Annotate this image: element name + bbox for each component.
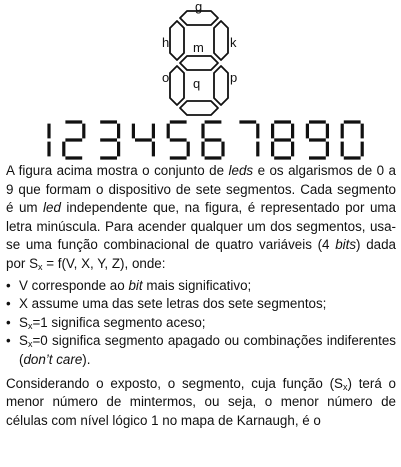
conclusion-paragraph: Considerando o exposto, o segmento, cuja função $(S_x)$ terá o menor número de mintermos, ou seja, o menor número de células com nível lógico 1 no mapa de Karnaugh, é o bbox=[6, 375, 397, 428]
segment-q bbox=[180, 101, 218, 115]
label-o: o bbox=[162, 70, 170, 85]
segment-h bbox=[170, 21, 184, 60]
digit-5 bbox=[168, 122, 188, 158]
bullet-v: • V corresponde ao bit mais significativo; bbox=[6, 277, 396, 296]
bullet-sx-0: • $S_x=0$ significa segmento apagado ou combinações indiferentes (don’t care). bbox=[6, 332, 396, 369]
intro-paragraph: A figura acima mostra o conjunto de leds e os algarismos de 0 a 9 que formam o dispositivo de sete segmentos. Cada segmento é um led independente que, na figura, é representado por uma letra minúscula. Para acender qualquer um dos segmentos, usa-se uma função combinacional de quatro variáveis (4 bits) dada por $S_x = f(V$, X, Y, Z), onde: bbox=[6, 163, 396, 272]
digit-3 bbox=[100, 122, 118, 158]
question-text bbox=[6, 162, 396, 430]
segment-p bbox=[214, 66, 228, 105]
label-h: h bbox=[162, 35, 170, 50]
segment-o bbox=[170, 66, 184, 105]
seven-segment-figure bbox=[0, 0, 401, 160]
label-g: g bbox=[195, 0, 203, 14]
digit-9 bbox=[307, 122, 327, 158]
label-p: p bbox=[230, 70, 238, 85]
figure-svg bbox=[0, 0, 401, 160]
segment-k bbox=[214, 21, 228, 60]
digits-row bbox=[49, 122, 362, 158]
digit-8 bbox=[273, 122, 293, 158]
digit-0 bbox=[342, 122, 362, 158]
label-q: q bbox=[193, 76, 201, 91]
digit-6 bbox=[203, 122, 223, 158]
digit-2 bbox=[64, 122, 84, 158]
digit-4 bbox=[133, 124, 153, 157]
bullet-x: • X assume uma das sete letras dos sete segmentos; bbox=[6, 295, 396, 314]
bullet-sx-1: • $S_x=1$ significa segmento aceso; bbox=[6, 314, 396, 333]
bullet-list bbox=[6, 277, 396, 370]
seven-segment-display bbox=[170, 11, 228, 115]
label-m: m bbox=[193, 40, 204, 55]
digit-7 bbox=[239, 122, 257, 156]
label-k: k bbox=[230, 35, 237, 50]
segment-m bbox=[180, 56, 218, 70]
